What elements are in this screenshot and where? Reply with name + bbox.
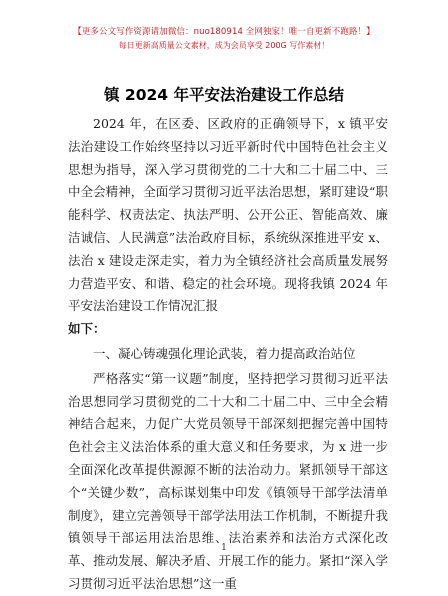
section-heading-1: 一、凝心铸魂强化理论武装，着力提高政治站位 [93,345,356,361]
page-number: 1 [221,543,227,553]
promo-banner-line1: 【更多公文写作资源请加微信：nuo180914 全网独家！唯一自更新不跑路！】 [73,27,375,37]
document-title: 镇 2024 年平安法治建设工作总结 [104,86,344,104]
document-body [68,113,388,596]
promo-banner-line2: 每日更新高质量公文素材，成为会员享受 200G 写作素材！ [118,41,330,50]
promo-banner [0,26,448,52]
section-1-paragraph: 严格落实“第一议题”制度，坚持把学习贯彻习近平法治思想同学习贯彻党的二十大和二十届二中、三中全会精神结合起来，力促广大党员领导干部深刻把握完善中国特色社会主义法治体系的重大意义和任务要求，为 x 进一步全面深化改革提供源源不断的法治动力。紧抓领导干部这个“关键少数”，高标谋划集中印发《镇领导干部学法清单制度》，建立完善领导干部学法用法工作机制，不断提升我镇领导干部运用法治思维、法治素养和法治方式深化改革、推动发展、解决矛盾、开展工作的能力。紧扣“深入学习贯彻习近平法治思想”这一重 [68,370,388,591]
intro-paragraph: 2024 年，在区委、区政府的正确领导下，x 镇平安法治建设工作始终坚持以习近平新时代中国特色社会主义思想为指导，深入学习贯彻党的二十大和二十届二中、三中全会精神，全面学习贯彻习近平法治思想，紧盯建设“职能科学、权责法定、执法严明、公开公正、智能高效、廉洁诚信、人民满意”法治政府目标，系统纵深推进平安 x、法治 x 建设走深走实，着力为全镇经济社会高质量发展努力营造平安、和谐、稳定的社会环境。现将我镇 2024 年平安法治建设工作情况汇报 [68,116,388,314]
intro-paragraph-tail: 如下： [68,321,106,337]
